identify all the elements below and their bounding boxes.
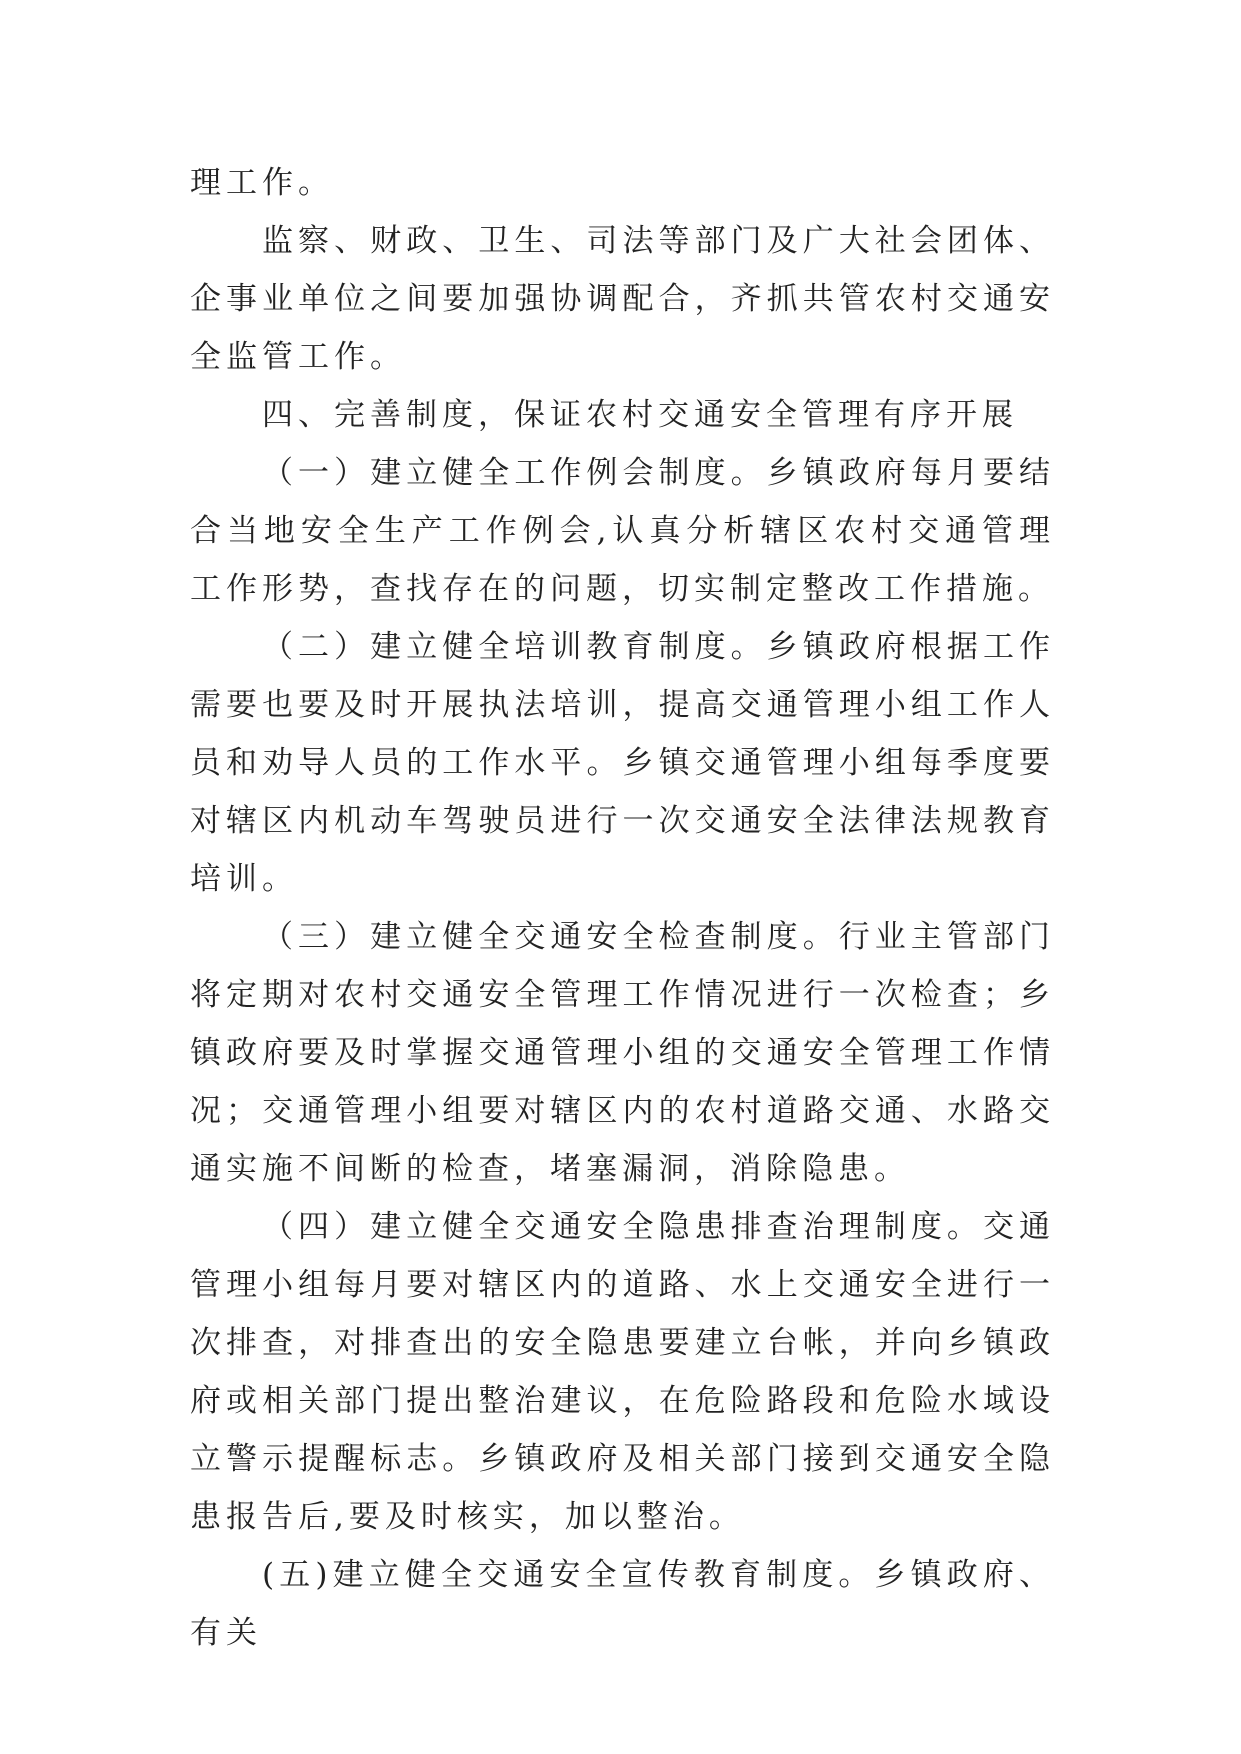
paragraph-item-five: (五)建立健全交通安全宣传教育制度。乡镇政府、有关 xyxy=(190,1557,1055,1651)
paragraph-item-one: （一）建立健全工作例会制度。乡镇政府每月要结合当地安全生产工作例会,认真分析辖区农村交通管理工作形势，查找存在的问题，切实制定整改工作措施。 xyxy=(190,455,1055,607)
document-body xyxy=(190,154,1055,1662)
paragraph-coordination: 监察、财政、卫生、司法等部门及广大社会团体、企事业单位之间要加强协调配合，齐抓共管农村交通安全监管工作。 xyxy=(190,223,1055,375)
paragraph-item-three: （三）建立健全交通安全检查制度。行业主管部门将定期对农村交通安全管理工作情况进行一次检查；乡镇政府要及时掌握交通管理小组的交通安全管理工作情况；交通管理小组要对辖区内的农村道路交通、水路交通实施不间断的检查，堵塞漏洞，消除隐患。 xyxy=(190,919,1055,1187)
paragraph-continuation: 理工作。 xyxy=(190,165,334,201)
paragraph-item-two: （二）建立健全培训教育制度。乡镇政府根据工作需要也要及时开展执法培训，提高交通管理小组工作人员和劝导人员的工作水平。乡镇交通管理小组每季度要对辖区内机动车驾驶员进行一次交通安全法律法规教育培训。 xyxy=(190,629,1055,897)
section-heading-four: 四、完善制度，保证农村交通安全管理有序开展 xyxy=(262,397,1018,433)
paragraph-item-four: （四）建立健全交通安全隐患排查治理制度。交通管理小组每月要对辖区内的道路、水上交通安全进行一次排查，对排查出的安全隐患要建立台帐，并向乡镇政府或相关部门提出整治建议，在危险路段和危险水域设立警示提醒标志。乡镇政府及相关部门接到交通安全隐患报告后,要及时核实，加以整治。 xyxy=(190,1209,1055,1535)
